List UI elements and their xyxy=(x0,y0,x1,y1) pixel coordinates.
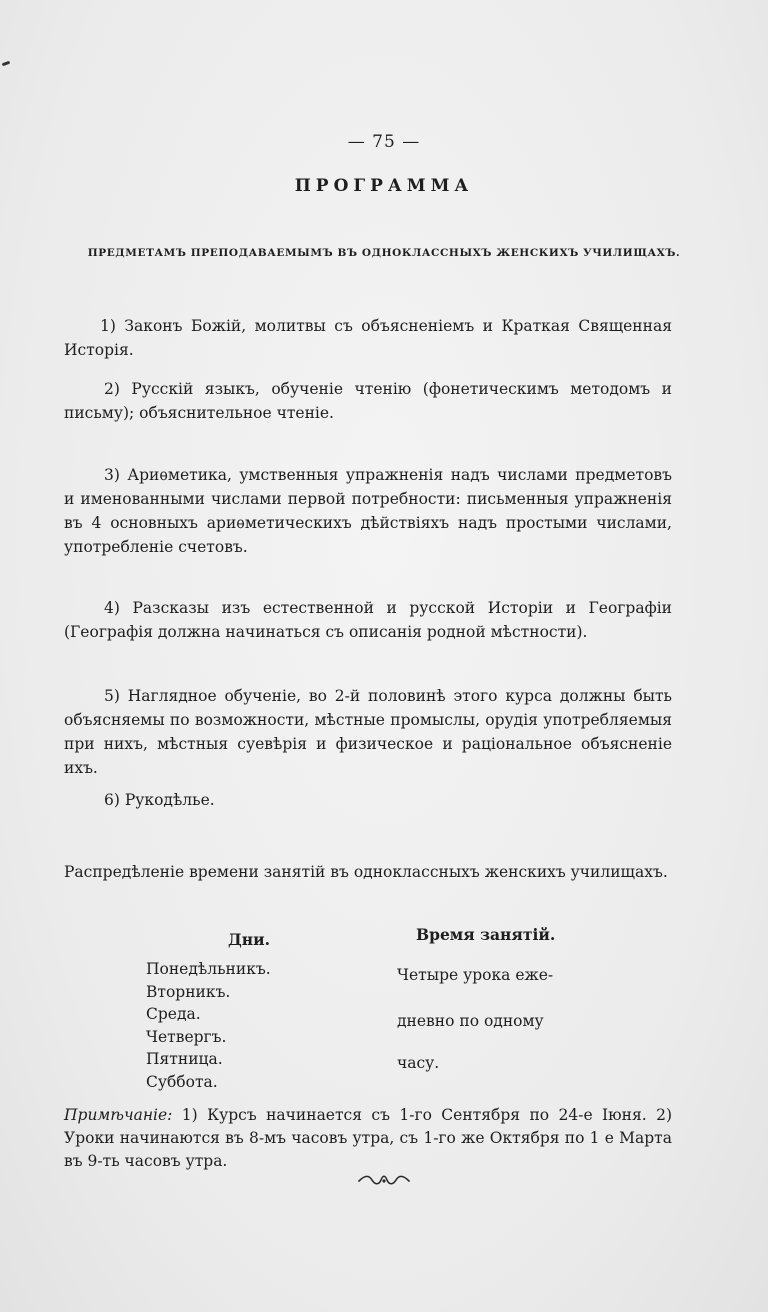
program-item-3: 3) Ариѳметика, умственныя упражненія надъ числами предметовъ и именованными числами первой потребности: письменныя упражненія въ 4 основныхъ ариѳметическихъ дѣйствіяхъ надъ простыми числами, употребленіе счетовъ. xyxy=(64,466,672,556)
schedule-day: Вторникъ. xyxy=(146,982,231,1001)
schedule-days-header: Дни. xyxy=(228,930,271,949)
footnote xyxy=(64,1104,672,1173)
margin-ink-mark xyxy=(2,61,11,67)
schedule-day: Среда. xyxy=(146,1005,201,1023)
program-item-2: 2) Русскій языкъ, обученіе чтенію (фонетическимъ методомъ и письму); объяснительное чтеніе. xyxy=(64,380,672,422)
schedule-day: Четвергъ. xyxy=(146,1027,227,1046)
schedule-day: Понедѣльникъ. xyxy=(146,960,271,978)
footnote-text: 1) Курсъ начинается съ 1-го Сентября по 24-е Іюня. 2) Уроки начинаются въ 8-мъ часовъ утра, съ 1-го же Октября по 1 е Марта въ 9-ть часовъ утра. xyxy=(64,1106,672,1170)
program-item-5: 5) Наглядное обученіе, во 2-й половинѣ этого курса должны быть объясняемы по возможности, мѣстные промыслы, орудія употребляемыя при нихъ, мѣстныя суевѣрія и физическое и раціональное объясненіе ихъ. xyxy=(64,687,672,777)
schedule-time-header: Время занятій. xyxy=(416,925,556,944)
program-item-4: 4) Разсказы изъ естественной и русской Исторіи и Географіи (Географія должна начинаться съ описанія родной мѣстности). xyxy=(64,599,672,641)
footnote-label: Примѣчаніе: xyxy=(64,1106,173,1124)
schedule-days-list xyxy=(146,958,271,1093)
schedule-time-line: часу. xyxy=(397,1054,440,1072)
page-subtitle: ПРЕДМЕТАМЪ ПРЕПОДАВАЕМЫМЪ ВЪ ОДНОКЛАССНЫХЪ ЖЕНСКИХЪ УЧИЛИЩАХЪ. xyxy=(87,247,681,259)
schedule-time-line: дневно по одному xyxy=(397,1012,544,1030)
schedule-heading: Распредѣленіе времени занятій въ одноклассныхъ женскихъ училищахъ. xyxy=(64,863,668,881)
schedule-time-line: Четыре урока еже- xyxy=(397,966,554,984)
program-item-1: 1) Законъ Божій, молитвы съ объясненіемъ и Краткая Священная Исторія. xyxy=(64,317,672,359)
flourish-ornament-icon xyxy=(0,1172,768,1192)
schedule-day: Пятница. xyxy=(146,1050,223,1068)
program-item-6: 6) Рукодѣлье. xyxy=(104,791,215,809)
page-number: — 75 — xyxy=(347,132,421,152)
page-title: ПРОГРАММА xyxy=(294,176,474,196)
schedule-day: Суббота. xyxy=(146,1072,218,1091)
